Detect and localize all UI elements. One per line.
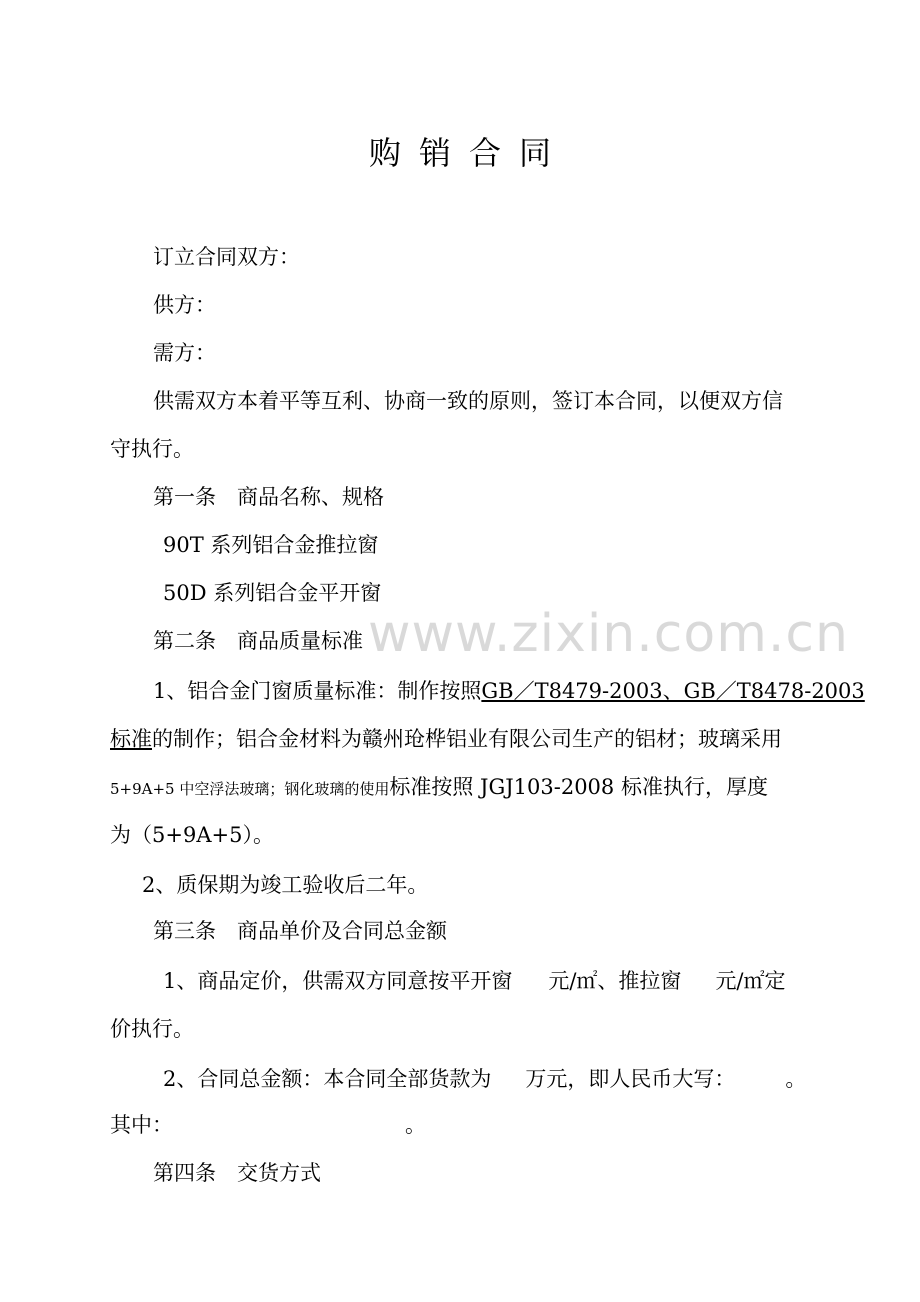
article-2-clause-1-line-2 <box>110 725 810 753</box>
article-3-heading: 第三条 商品单价及合同总金额 <box>153 919 447 943</box>
watermark: www.zixin.com.cn <box>368 604 849 664</box>
article-1-item-1: 90T 系列铝合金推拉窗 <box>163 533 379 557</box>
article-1-heading: 第一条 商品名称、规格 <box>153 485 384 509</box>
clause-1-prefix: 1、铝合金门窗质量标准：制作按照 <box>153 679 482 703</box>
price-clause-b: 元/㎡、推拉窗 <box>548 969 682 993</box>
article-2-heading: 第二条 商品质量标准 <box>153 629 363 653</box>
article-2-clause-1-line-1 <box>110 677 865 705</box>
article-3-clause-2-line-2 <box>110 1111 810 1139</box>
preamble-line-2: 守执行。 <box>110 437 194 461</box>
standard-word: 标准 <box>110 727 152 751</box>
parties-heading: 订立合同双方： <box>153 245 300 269</box>
document-title: 购销合同 <box>368 134 569 172</box>
article-2-clause-2: 2、质保期为竣工验收后二年。 <box>142 873 429 897</box>
of-which-label: 其中： <box>110 1113 173 1137</box>
price-clause-c: 元/㎡定 <box>715 969 786 993</box>
standard-reference: GB／T8479-2003、GB／T8478-2003 <box>481 679 865 703</box>
buyer-label: 需方： <box>153 341 216 365</box>
clause-1-line-3-text: 标准按照 JGJ103-2008 标准执行，厚度 <box>389 775 768 799</box>
total-clause-c: 。 <box>785 1067 807 1091</box>
article-4-heading: 第四条 交货方式 <box>153 1161 321 1185</box>
clause-1-line-2-text: 的制作；铝合金材料为赣州玱桦铝业有限公司生产的铝材；玻璃采用 <box>152 727 782 751</box>
article-2-clause-1-line-4: 为（5+9A+5）。 <box>110 823 274 847</box>
total-clause-a: 2、合同总金额：本合同全部货款为 <box>163 1067 492 1091</box>
article-2-clause-1-line-3 <box>110 773 810 803</box>
article-1-item-2: 50D 系列铝合金平开窗 <box>163 581 382 605</box>
price-clause-a: 1、商品定价，供需双方同意按平开窗 <box>163 969 513 993</box>
article-3-clause-1-line-2: 价执行。 <box>110 1017 194 1041</box>
supplier-label: 供方： <box>153 293 216 317</box>
preamble-line-1: 供需双方本着平等互利、协商一致的原则，签订本合同，以便双方信 <box>153 389 783 413</box>
article-3-clause-2-line-1 <box>110 1065 863 1093</box>
article-3-clause-1-line-1 <box>110 967 863 995</box>
total-clause-b: 万元，即人民币大写： <box>525 1067 736 1091</box>
of-which-end: 。 <box>405 1113 426 1137</box>
glass-spec: 5+9A+5 中空浮法玻璃；钢化玻璃的使用 <box>110 780 390 798</box>
